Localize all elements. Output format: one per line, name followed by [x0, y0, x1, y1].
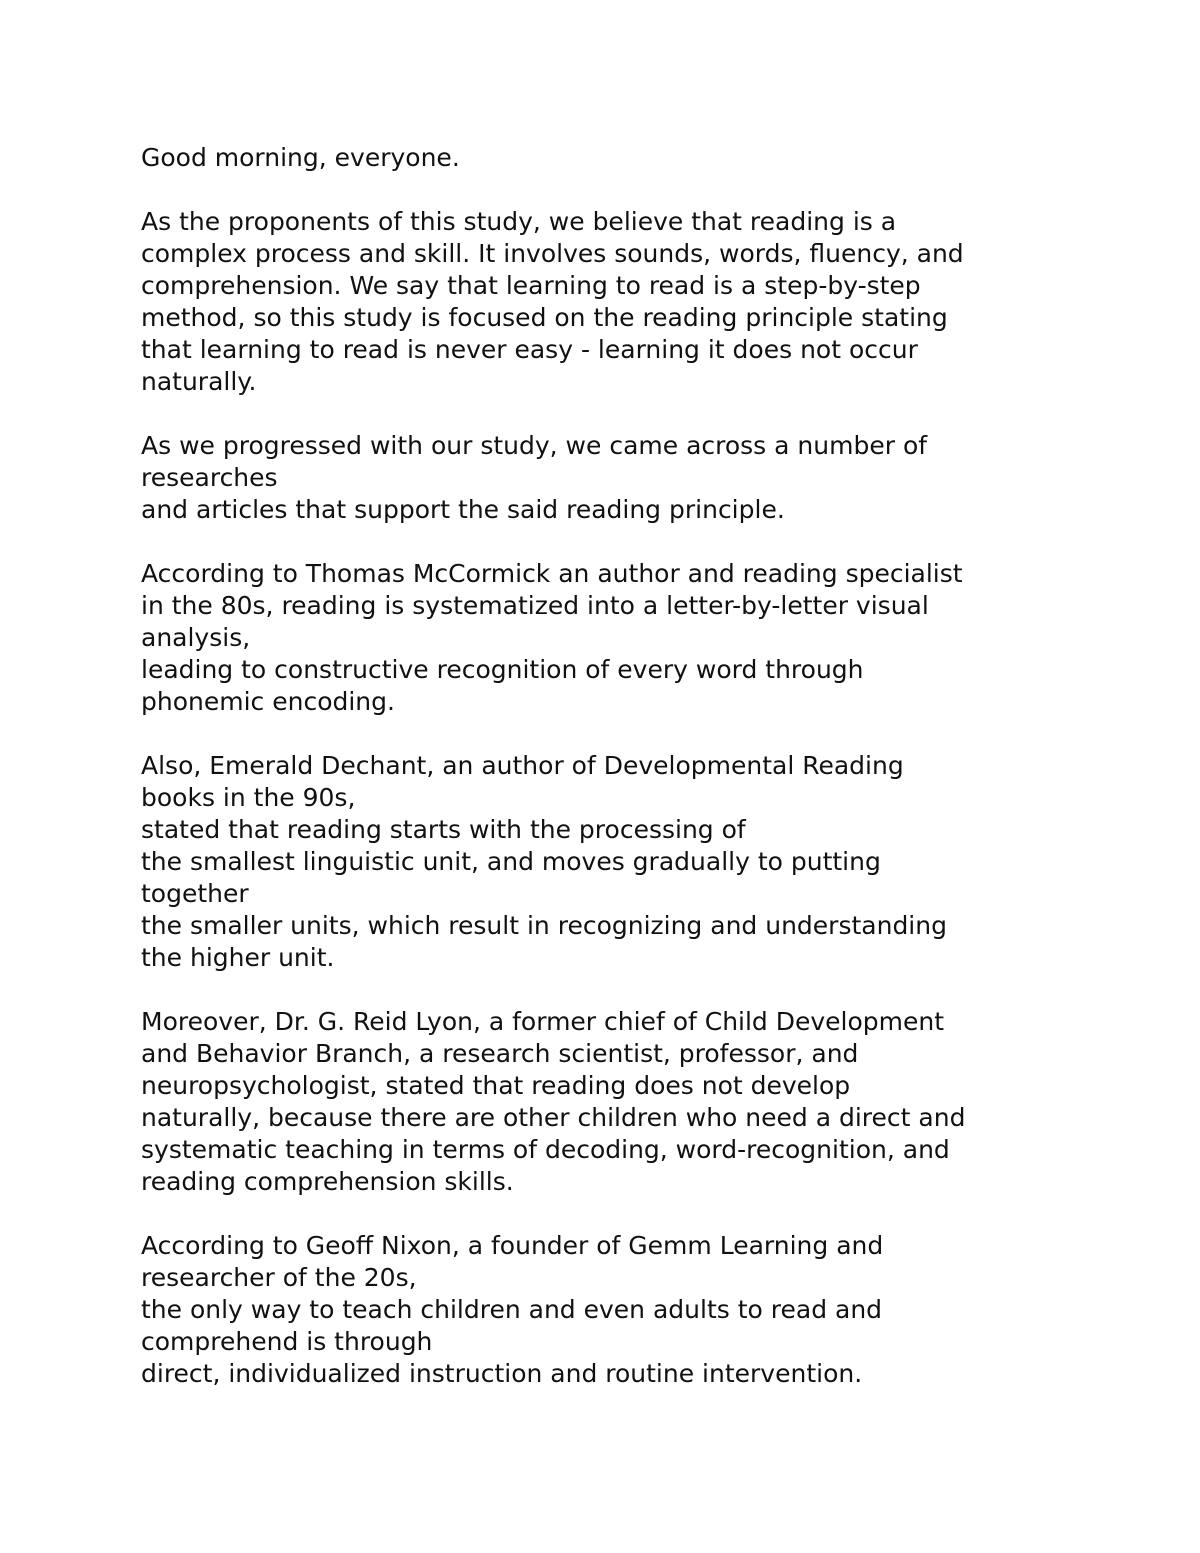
text-line: comprehend is through [141, 1327, 433, 1356]
text-line: and articles that support the said reading principle. [141, 495, 785, 524]
text-line: Moreover, Dr. G. Reid Lyon, a former chief of Child Development [141, 1007, 945, 1036]
text-line: and Behavior Branch, a research scientist, professor, and [141, 1039, 859, 1068]
paragraph [141, 206, 1081, 398]
text-line: According to Thomas McCormick an author and reading specialist [141, 559, 963, 588]
text-line: Good morning, everyone. [141, 143, 460, 172]
text-line: naturally, because there are other children who need a direct and [141, 1103, 966, 1132]
text-line: As the proponents of this study, we believe that reading is a [141, 207, 897, 236]
document-body [141, 142, 1081, 1422]
text-line: Also, Emerald Dechant, an author of Developmental Reading [141, 751, 904, 780]
text-line: researcher of the 20s, [141, 1263, 417, 1292]
text-line: complex process and skill. It involves sounds, words, fluency, and [141, 239, 964, 268]
text-line: naturally. [141, 367, 257, 396]
text-line: method, so this study is focused on the reading principle stating [141, 303, 948, 332]
text-line: the smaller units, which result in recognizing and understanding [141, 911, 947, 940]
text-line: analysis, [141, 623, 251, 652]
text-line: reading comprehension skills. [141, 1167, 514, 1196]
paragraph [141, 142, 1081, 174]
text-line: comprehension. We say that learning to read is a step-by-step [141, 271, 921, 300]
text-line: the only way to teach children and even adults to read and [141, 1295, 883, 1324]
paragraph [141, 1230, 1081, 1390]
paragraph [141, 558, 1081, 718]
text-line: the smallest linguistic unit, and moves gradually to putting [141, 847, 881, 876]
paragraph [141, 1006, 1081, 1198]
text-line: direct, individualized instruction and routine intervention. [141, 1359, 863, 1388]
text-line: stated that reading starts with the processing of [141, 815, 746, 844]
text-line: the higher unit. [141, 943, 335, 972]
text-line: phonemic encoding. [141, 687, 395, 716]
text-line: According to Geoff Nixon, a founder of Gemm Learning and [141, 1231, 884, 1260]
text-line: researches [141, 463, 278, 492]
text-line: As we progressed with our study, we came across a number of [141, 431, 928, 460]
paragraph [141, 750, 1081, 974]
text-line: together [141, 879, 249, 908]
text-line: that learning to read is never easy - learning it does not occur [141, 335, 918, 364]
text-line: neuropsychologist, stated that reading does not develop [141, 1071, 851, 1100]
text-line: leading to constructive recognition of every word through [141, 655, 864, 684]
text-line: systematic teaching in terms of decoding, word-recognition, and [141, 1135, 950, 1164]
text-line: in the 80s, reading is systematized into a letter-by-letter visual [141, 591, 929, 620]
text-line: books in the 90s, [141, 783, 356, 812]
paragraph [141, 430, 1081, 526]
